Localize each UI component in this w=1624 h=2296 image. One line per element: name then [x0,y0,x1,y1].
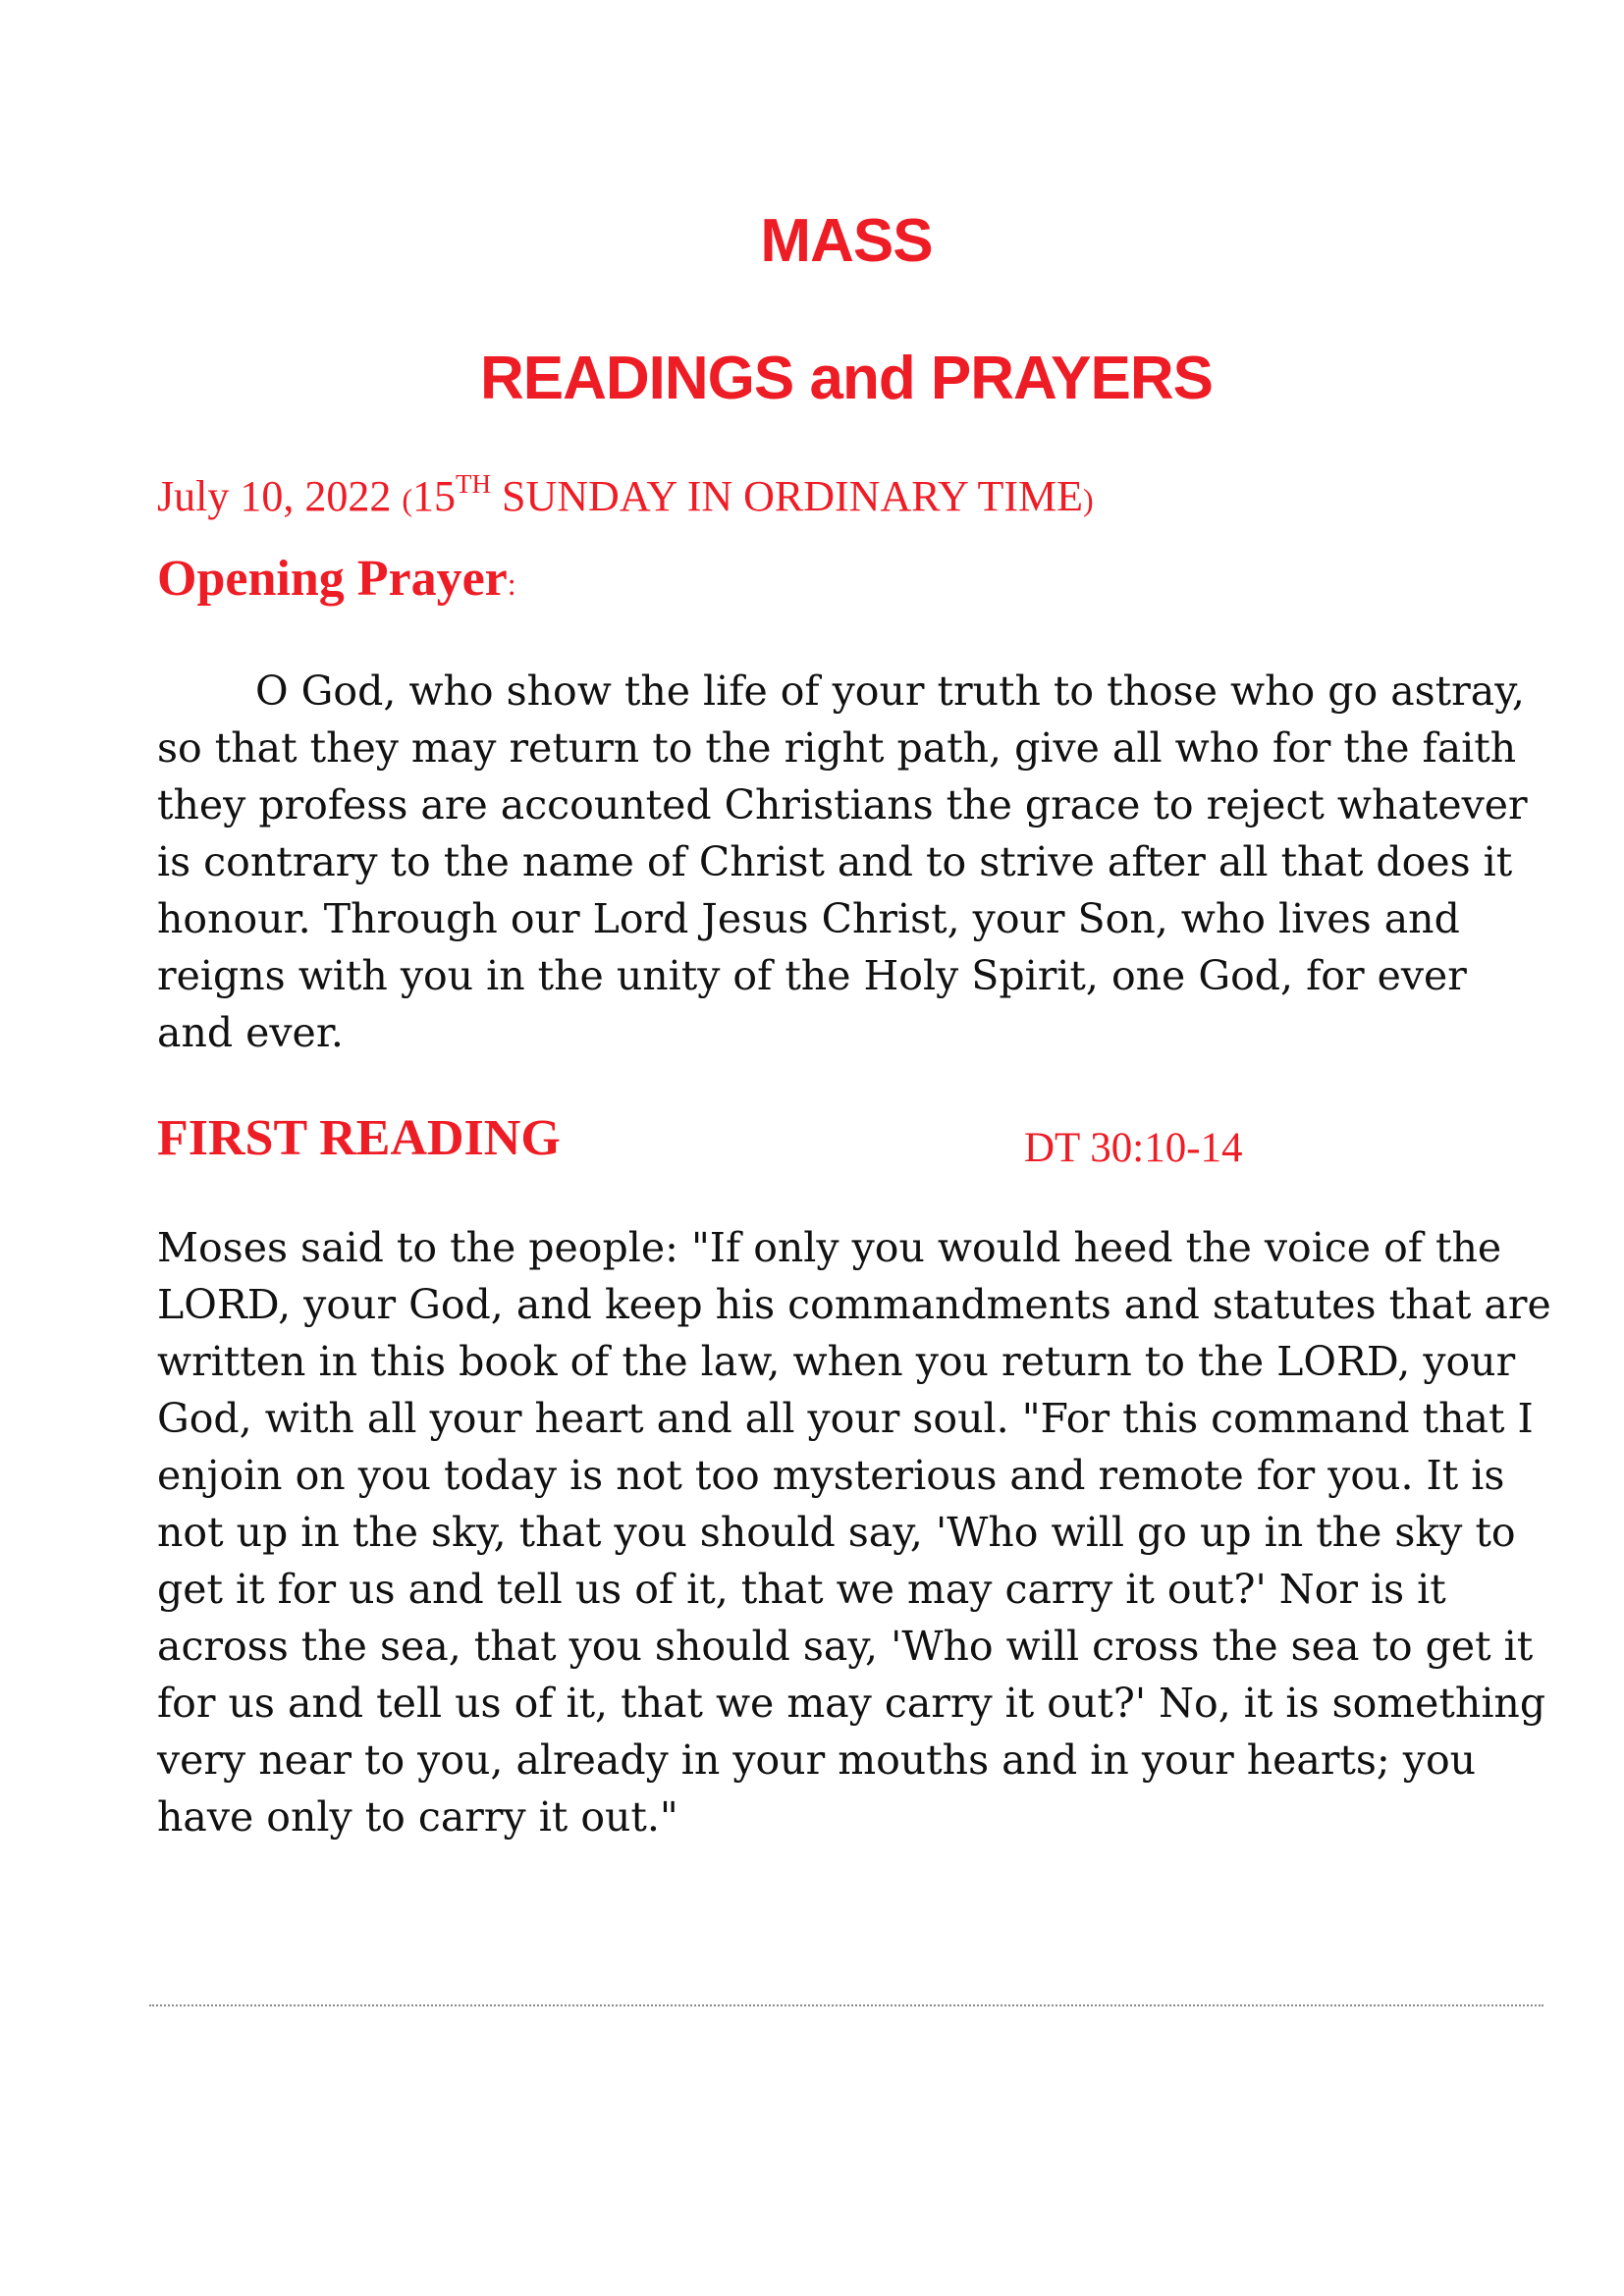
date-text: July 10, 2022 [157,472,392,520]
date-close-paren: ) [1083,482,1094,517]
date-occasion: SUNDAY IN ORDINARY TIME [502,472,1084,520]
opening-prayer-heading-colon: : [507,566,516,602]
opening-prayer-heading-text: Opening Prayer [157,551,508,607]
opening-prayer-heading [157,550,516,608]
opening-prayer-text: O God, who show the life of your truth to those who go astray, so that they may return to the right path, give all who for the faith they profess are accounted Christians the grace to reject whatever is contrary to the name of Christ and to strive after all that does it honour. Through our Lord Jesus Christ, your Son, who lives and reigns with you in the unity of the Holy Spirit, one God, for ever and ever. [157,667,1528,1056]
date-open-paren: ( [402,482,413,517]
first-reading-text: Moses said to the people: "If only you would heed the voice of the LORD, your God, and keep his commandments and statutes that are written in this book of the law, when you return to the LORD, your God, with all your heart and all your soul. "For this command that I enjoin on you today is not too mysterious and remote for you. It is not up in the sky, that you should say, 'Who will go up in the sky to get it for us and tell us of it, that we may carry it out?' Nor is it across the sea, that you should say, 'Who will cross the sea to get it for us and tell us of it, that we may carry it out?' No, it is something very near to you, already in your mouths and in your hearts; you have only to carry it out." [157,1224,1551,1841]
liturgical-date [157,469,1094,521]
first-reading-reference: DT 30:10-14 [1024,1125,1243,1171]
date-ordinal-number: 15 [412,472,457,520]
first-reading-heading: FIRST READING [157,1110,561,1166]
date-ordinal-suffix: TH [456,469,492,499]
page-title-readings: READINGS and PRAYERS [480,345,1213,412]
page-title-mass: MASS [760,207,933,275]
page-divider [149,2004,1543,2006]
